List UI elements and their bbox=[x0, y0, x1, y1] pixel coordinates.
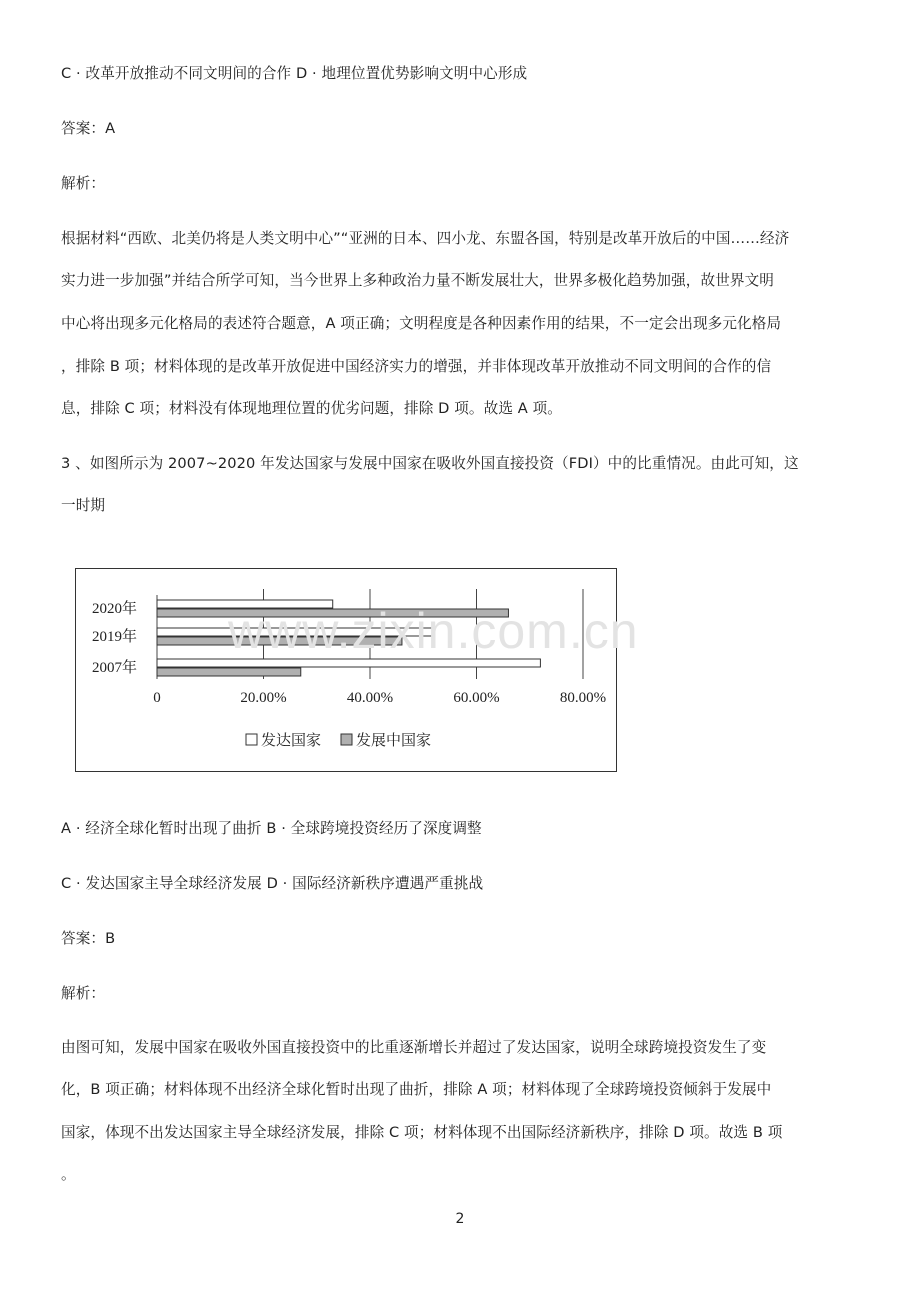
line-15: 化，B 项正确；材料体现不出经济全球化暂时出现了曲折，排除 A 项；材料体现了全球跨境投资倾斜于发展中 bbox=[61, 1081, 772, 1098]
x-tick-label: 60.00% bbox=[453, 690, 500, 706]
watermark: www.zixin.com.cn bbox=[228, 603, 639, 659]
chart-frame bbox=[75, 568, 617, 772]
x-tick-label: 0 bbox=[153, 690, 161, 706]
line-1: 答案：A bbox=[61, 120, 116, 137]
legend-label: 发达国家 bbox=[261, 731, 322, 749]
y-tick-label: 2019年 bbox=[92, 629, 138, 645]
bar-developed bbox=[157, 628, 434, 636]
line-5: 中心将出现多元化格局的表述符合题意，A 项正确；文明程度是各种因素作用的结果，不一定会出现多元化格局 bbox=[61, 315, 782, 332]
legend-swatch bbox=[341, 734, 352, 745]
x-tick-label: 80.00% bbox=[559, 690, 607, 706]
bar-developing bbox=[157, 668, 301, 676]
bar-developed bbox=[157, 600, 333, 608]
line-8: 3 、如图所示为 2007~2020 年发达国家与发展中国家在吸收外国直接投资（FDI）中的比重情况。由此可知，这 bbox=[61, 455, 799, 472]
line-11: C · 发达国家主导全球经济发展 D · 国际经济新秩序遭遇严重挑战 bbox=[61, 875, 484, 892]
line-3: 根据材料“西欧、北美仍将是人类文明中心”“亚洲的日本、四小龙、东盟各国，特别是改革开放后的中国……经济 bbox=[61, 230, 790, 247]
line-16: 国家，体现不出发达国家主导全球经济发展，排除 C 项；材料体现不出国际经济新秩序，排除 D 项。故选 B 项 bbox=[61, 1124, 783, 1141]
line-6: ，排除 B 项；材料体现的是改革开放促进中国经济实力的增强，并非体现改革开放推动不同文明间的合作的信 bbox=[61, 358, 772, 375]
fdi-bar-chart bbox=[76, 569, 615, 770]
line-13: 解析： bbox=[61, 985, 106, 1002]
line-0: C · 改革开放推动不同文明间的合作 D · 地理位置优势影响文明中心形成 bbox=[61, 65, 528, 82]
legend-swatch bbox=[246, 734, 257, 745]
x-tick-label: 40.00% bbox=[346, 690, 394, 706]
line-9: 一时期 bbox=[61, 497, 106, 514]
line-17: 。 bbox=[61, 1166, 76, 1183]
page-number: 2 bbox=[455, 1211, 465, 1227]
bar-developed bbox=[157, 659, 540, 667]
line-14: 由图可知，发展中国家在吸收外国直接投资中的比重逐渐增长并超过了发达国家，说明全球跨境投资发生了变 bbox=[61, 1039, 767, 1056]
line-2: 解析： bbox=[61, 175, 106, 192]
bar-developing bbox=[157, 609, 508, 617]
line-10: A · 经济全球化暂时出现了曲折 B · 全球跨境投资经历了深度调整 bbox=[61, 820, 482, 837]
y-tick-label: 2020年 bbox=[92, 601, 138, 617]
y-tick-label: 2007年 bbox=[92, 660, 138, 676]
x-tick-label: 20.00% bbox=[240, 690, 287, 706]
bar-developing bbox=[157, 637, 402, 645]
line-7: 息，排除 C 项；材料没有体现地理位置的优劣问题，排除 D 项。故选 A 项。 bbox=[61, 400, 562, 417]
line-4: 实力进一步加强”并结合所学可知，当今世界上多种政治力量不断发展壮大，世界多极化趋势加强，故世界文明 bbox=[61, 272, 774, 289]
legend-label: 发展中国家 bbox=[356, 731, 432, 749]
line-12: 答案：B bbox=[61, 930, 116, 947]
